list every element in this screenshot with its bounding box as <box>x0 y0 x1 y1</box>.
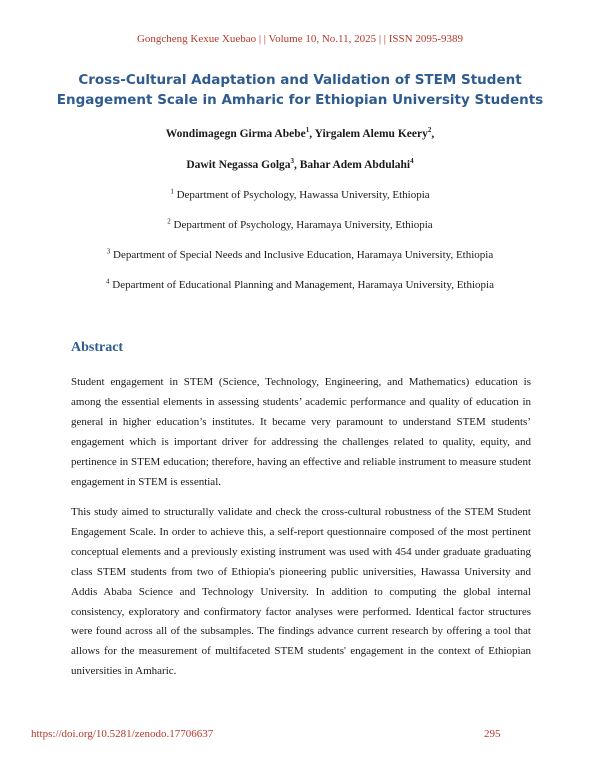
author-name: Yirgalem Alemu Keery <box>314 128 428 140</box>
abstract-paragraph-2: This study aimed to structurally validate and check the cross-cultural robustness of the STEM Student Engagement Scale. In order to achieve this, a self-report questionnaire composed of the most pertinent conceptual elements and a previously existing instrument was used with 454 under graduate graduating class STEM students from two of Ethiopia's pioneering public universities, Hawassa University and Addis Ababa Science and Technology University. In addition to computing the global internal consistency, exploratory and confirmatory factor analyses were performed. Identical factor structures were found across all of the subsamples. The findings advance current research by offering a tool that allows for the measurement of multifaceted STEM students' engagement in the context of Ethiopian universities in Amharic. <box>71 506 531 678</box>
affiliation-text: Department of Educational Planning and Management, Haramaya University, Ethiopia <box>112 279 494 291</box>
author-name: Wondimagegn Girma Abebe <box>165 128 306 140</box>
author-name: Bahar Adem Abdulahi <box>299 159 411 171</box>
affiliation-2 <box>0 219 600 231</box>
author-mark: 4 <box>410 157 414 166</box>
paper-title <box>40 70 560 110</box>
title-line-1: Cross-Cultural Adaptation and Validation of STEM Student <box>78 72 522 88</box>
affiliation-mark: 2 <box>167 217 171 226</box>
affiliation-1 <box>0 189 600 201</box>
abstract-paragraph-1: Student engagement in STEM (Science, Technology, Engineering, and Mathematics) education is among the essential elements in assessing students’ academic performance and quality of education in general in higher education’s institutes. It became very paramount to understand STEM students’ engagement which is important driver for addressing the challenges related to quality, equity, and pertinence in STEM education; therefore, having an effective and reliable instrument to measure student engagement in STEM is essential. <box>71 376 531 488</box>
author-line-1: Wondimagegn Girma Abebe$^1$, Yirgalem Alemu Keery$^2$, <box>165 126 435 140</box>
affiliation-text: Department of Psychology, Haramaya University, Ethiopia <box>173 219 433 231</box>
author-line-2: Dawit Negassa Golga$^3$, Bahar Adem Abdulahi$^4$ <box>186 157 414 171</box>
author-mark: 3 <box>290 157 295 166</box>
affiliation-mark: 3 <box>106 247 111 256</box>
affiliation-text: Department of Special Needs and Inclusive Education, Haramaya University, Ethiopia <box>113 249 494 261</box>
doi-link[interactable]: https://doi.org/10.5281/zenodo.17706637 <box>31 728 214 740</box>
author-name: Dawit Negassa Golga <box>186 159 291 171</box>
page-number: 295 <box>484 728 501 740</box>
author-mark: 2 <box>427 126 432 135</box>
title-line-2: Engagement Scale in Amharic for Ethiopian University Students <box>56 92 544 108</box>
affiliation-4 <box>0 279 600 291</box>
affiliation-mark: 4 <box>106 277 110 286</box>
affiliation-mark: 1 <box>170 187 174 196</box>
abstract-heading: Abstract <box>71 340 124 355</box>
affiliation-text: Department of Psychology, Hawassa University, Ethiopia <box>176 189 430 201</box>
affiliation-3 <box>0 249 600 261</box>
running-header: Gongcheng Kexue Xuebao | | Volume 10, No.11, 2025 | | ISSN 2095-9389 <box>136 33 464 45</box>
author-mark: 1 <box>305 126 310 135</box>
